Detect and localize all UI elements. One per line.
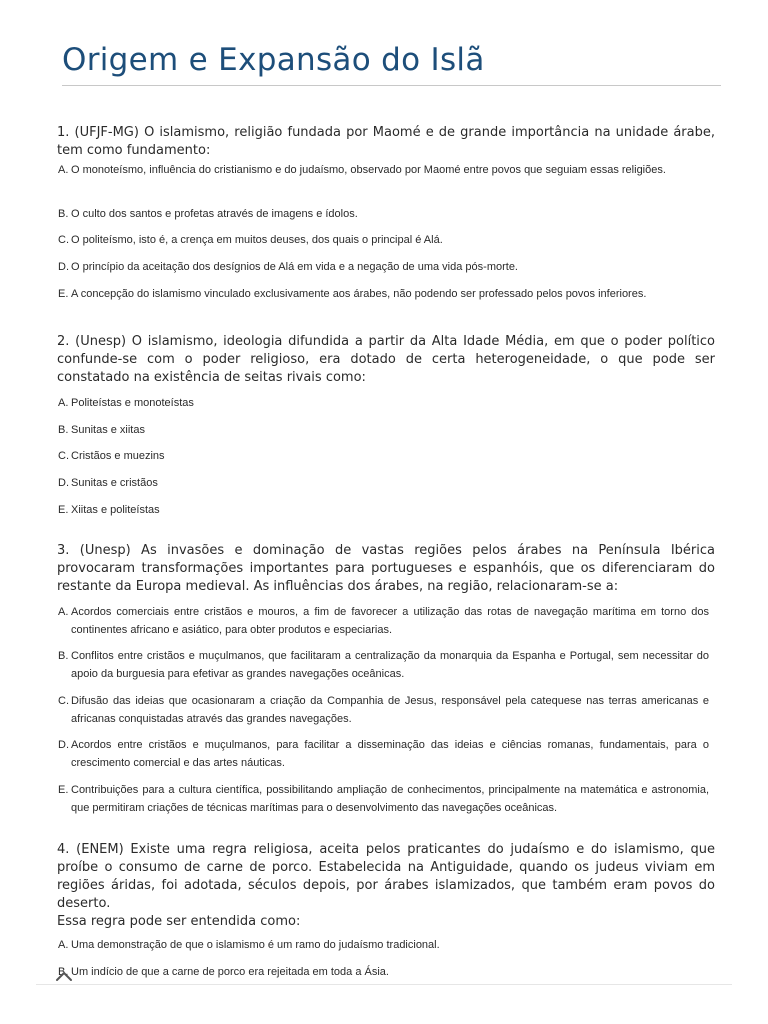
chevron-up-icon[interactable] bbox=[54, 968, 74, 984]
question-4 bbox=[57, 841, 715, 978]
option-letter: A. bbox=[58, 397, 69, 409]
option-letter: A. bbox=[58, 164, 69, 176]
title-divider bbox=[62, 85, 721, 86]
option-text: O culto dos santos e profetas através de imagens e ídolos. bbox=[71, 208, 358, 220]
option-text: O princípio da aceitação dos desígnios de Alá em vida e a negação de uma vida pós-morte. bbox=[71, 261, 518, 273]
option-letter: E. bbox=[58, 288, 69, 300]
option-letter: A. bbox=[58, 606, 69, 618]
option-text: Xiitas e politeístas bbox=[71, 504, 160, 516]
option-e[interactable] bbox=[57, 286, 709, 304]
option-c[interactable] bbox=[57, 232, 709, 250]
option-letter: B. bbox=[58, 424, 69, 436]
option-e[interactable] bbox=[57, 782, 709, 817]
chevron-up-icon-glyph bbox=[54, 968, 74, 984]
option-b[interactable] bbox=[57, 648, 709, 683]
option-text: Uma demonstração de que o islamismo é um ramo do judaísmo tradicional. bbox=[71, 939, 440, 951]
question-stem: 4. (ENEM) Existe uma regra religiosa, aceita pelos praticantes do judaísmo e do islamismo, que proíbe o consumo de carne de porco. Estabelecida na Antiguidade, quando os judeus viviam em regiões áridas, foi adotada, séculos depois, por árabes islamizados, que também eram povos do deserto. bbox=[57, 842, 715, 911]
option-letter: B. bbox=[58, 966, 69, 978]
option-text: Cristãos e muezins bbox=[71, 450, 165, 462]
question-stem: 2. (Unesp) O islamismo, ideologia difundida a partir da Alta Idade Média, em que o poder político confunde-se com o poder religioso, era dotado de certa heterogeneidade, o que pode ser constatado na existência de seitas rivais como: bbox=[57, 334, 715, 385]
option-letter: E. bbox=[58, 504, 69, 516]
question-1 bbox=[57, 124, 715, 300]
option-letter: B. bbox=[58, 650, 69, 662]
option-text: Politeístas e monoteístas bbox=[71, 397, 194, 409]
option-d[interactable] bbox=[57, 259, 709, 277]
option-text: Sunitas e cristãos bbox=[71, 477, 158, 489]
question-prompt: Essa regra pode ser entendida como: bbox=[57, 914, 301, 929]
option-letter: D. bbox=[58, 477, 69, 489]
option-text: A concepção do islamismo vinculado exclusivamente aos árabes, não podendo ser professado pelos povos inferiores. bbox=[71, 288, 647, 300]
option-text: Um indício de que a carne de porco era rejeitada em toda a Ásia. bbox=[71, 966, 389, 978]
question-3 bbox=[57, 542, 715, 814]
option-d[interactable] bbox=[57, 737, 709, 772]
option-letter: D. bbox=[58, 739, 69, 751]
page-title: Origem e Expansão do Islã bbox=[62, 42, 485, 78]
option-c[interactable] bbox=[57, 448, 709, 466]
option-text: Sunitas e xiitas bbox=[71, 424, 145, 436]
option-a[interactable] bbox=[57, 162, 709, 180]
option-letter: C. bbox=[58, 234, 69, 246]
question-stem: 1. (UFJF-MG) O islamismo, religião fundada por Maomé e de grande importância na unidade árabe, tem como fundamento: bbox=[57, 125, 715, 158]
option-letter: C. bbox=[58, 695, 69, 707]
option-c[interactable] bbox=[57, 693, 709, 728]
option-letter: D. bbox=[58, 261, 69, 273]
option-e[interactable] bbox=[57, 502, 709, 520]
option-a[interactable] bbox=[57, 604, 709, 639]
option-text: O politeísmo, isto é, a crença em muitos deuses, dos quais o principal é Alá. bbox=[71, 234, 443, 246]
option-text: Acordos comerciais entre cristãos e mouros, a fim de favorecer a utilização das rotas de navegação marítima em torno dos continentes africano e asiático, para obter produtos e especiarias. bbox=[71, 606, 709, 636]
option-letter: C. bbox=[58, 450, 69, 462]
bottom-divider bbox=[36, 984, 732, 985]
question-stem: 3. (Unesp) As invasões e dominação de vastas regiões pelos árabes na Península Ibérica provocaram transformações importantes para portugueses e espanhóis, que os diferenciaram do restante da Europa medieval. As influências dos árabes, na região, relacionaram-se a: bbox=[57, 543, 715, 594]
option-text: Conflitos entre cristãos e muçulmanos, que facilitaram a centralização da monarquia da Espanha e Portugal, sem necessitar do apoio da burguesia para efetivar as grandes navegações oceânicas. bbox=[71, 650, 709, 680]
option-letter: A. bbox=[58, 939, 69, 951]
option-b[interactable] bbox=[57, 964, 709, 982]
option-text: Acordos entre cristãos e muçulmanos, para facilitar a disseminação das ideias e ciências romanas, fundamentais, para o crescimento comercial e das artes náuticas. bbox=[71, 739, 709, 769]
option-letter: B. bbox=[58, 208, 69, 220]
option-d[interactable] bbox=[57, 475, 709, 493]
option-b[interactable] bbox=[57, 422, 709, 440]
option-a[interactable] bbox=[57, 937, 709, 955]
option-letter: E. bbox=[58, 784, 69, 796]
option-text: Difusão das ideias que ocasionaram a criação da Companhia de Jesus, responsável pela catequese nas terras americanas e africanas conquistadas através das grandes navegações. bbox=[71, 695, 709, 725]
option-b[interactable] bbox=[57, 206, 709, 224]
option-a[interactable] bbox=[57, 395, 709, 413]
option-text: O monoteísmo, influência do cristianismo e do judaísmo, observado por Maomé entre povos que seguiam essas religiões. bbox=[71, 164, 666, 176]
option-text: Contribuições para a cultura científica, possibilitando ampliação de conhecimentos, principalmente na matemática e astronomia, que permitiram criações de técnicas marítimas para o desenvolvimento das navegações oceânicas. bbox=[71, 784, 709, 814]
question-2 bbox=[57, 333, 715, 516]
